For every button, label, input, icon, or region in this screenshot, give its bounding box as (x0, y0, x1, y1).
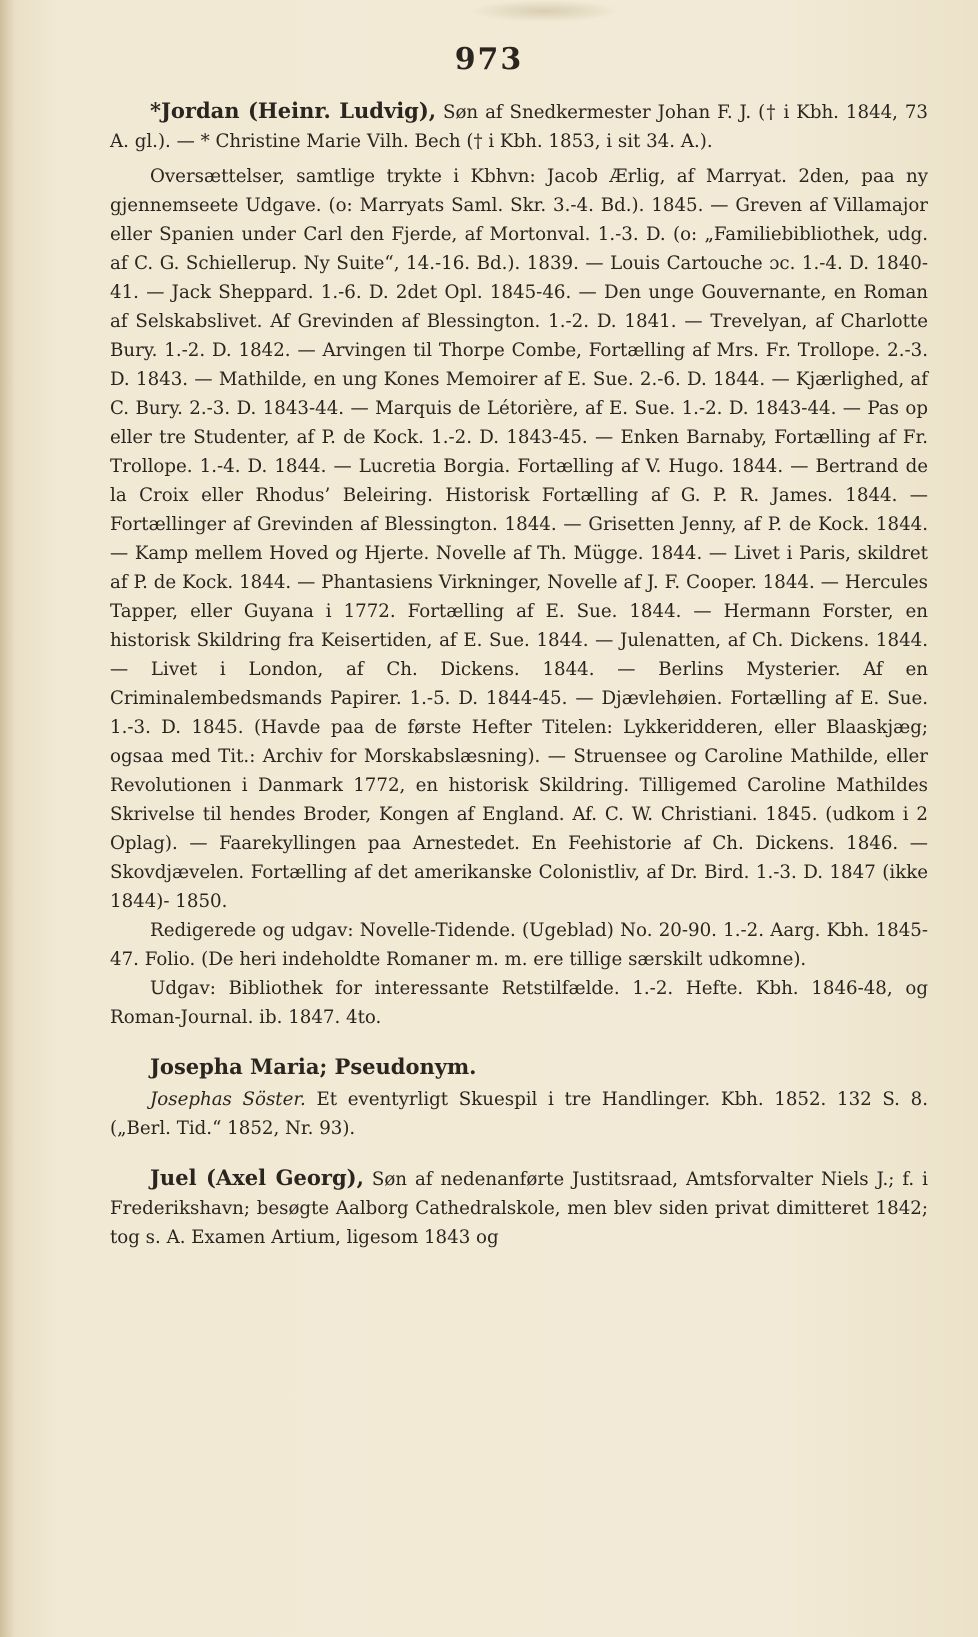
spacer (110, 1143, 928, 1163)
paragraph-translations: Oversættelser, samtlige trykte i Kbhvn: Jacob Ærlig, af Marryat. 2den, paa ny gjennemseete Udgave. (o: Marryats Saml. Skr. 3.-4. Bd.). 1845. — Greven af Villamajor eller Spanien under Carl den Fjerde, af Mortonval. 1.-3. D. (o: „Familiebibliothek, udg. af C. G. Schiellerup. Ny Suite“, 14.-16. Bd.). 1839. — Louis Cartouche ɔc. 1.-4. D. 1840-41. — Jack Sheppard. 1.-6. D. 2det Opl. 1845-46. — Den unge Gouvernante, en Roman af Selskabslivet. Af Grevinden af Blessington. 1.-2. D. 1841. — Trevelyan, af Charlotte Bury. 1.-2. D. 1842. — Arvingen til Thorpe Combe, Fortælling af Mrs. Fr. Trollope. 2.-3. D. 1843. — Mathilde, en ung Kones Memoirer af E. Sue. 2.-6. D. 1844. — Kjærlighed, af C. Bury. 2.-3. D. 1843-44. — Marquis de Létorière, af E. Sue. 1.-2. D. 1843-44. — Pas op eller tre Studenter, af P. de Kock. 1.-2. D. 1843-45. — Enken Barnaby, Fortælling af Fr. Trollope. 1.-4. D. 1844. — Lucretia Borgia. Fortælling af V. Hugo. 1844. — Bertrand de la Croix eller Rhodus’ Beleiring. Historisk Fortælling af G. P. R. James. 1844. — Fortællinger af Grevinden af Blessington. 1844. — Grisetten Jenny, af P. de Kock. 1844. — Kamp mellem Hoved og Hjerte. Novelle af Th. Mügge. 1844. — Livet i Paris, skildret af P. de Kock. 1844. — Phantasiens Virkninger, Novelle af J. F. Cooper. 1844. — Hercules Tapper, eller Guyana i 1772. Fortælling af E. Sue. 1844. — Hermann Forster, en historisk Skildring fra Keisertiden, af E. Sue. 1844. — Julenatten, af Ch. Dickens. 1844. — Livet i London, af Ch. Dickens. 1844. — Berlins Mysterier. Af en Criminalembedsmands Papirer. 1.-5. D. 1844-45. — Djævlehøien. Fortælling af E. Sue. 1.-3. D. 1845. (Havde paa de første Hefter Titelen: Lykkeridderen, eller Blaaskjæg; ogsaa med Tit.: Archiv for Morskabslæsning). — Struensee og Caroline Mathilde, eller Revolutionen i Danmark 1772, en historisk Skildring. Tilligemed Caroline Mathildes Skrivelse til hendes Broder, Kongen af England. Af. C. W. Christiani. 1845. (udkom i 2 Oplag). — Faarekyllingen paa Arnestedet. En Feehistorie af Ch. Dickens. 1846. — Skovdjævelen. Fortælling af det amerikanske Colonistliv, af Dr. Bird. 1.-3. D. 1847 (ikke 1844)- 1850. (110, 166, 928, 912)
entry-text-juel: Søn af nedenanførte Justitsraad, Amtsforvalter Niels J.; f. i Frederikshavn; besøgte Aalborg Cathedralskole, men blev siden privat dimitteret 1842; tog s. A. Examen Artium, ligesom 1843 og (110, 1169, 928, 1248)
paragraph-edited: Redigerede og udgav: Novelle-Tidende. (Ugeblad) No. 20-90. 1.-2. Aarg. Kbh. 1845-47. Folio. (De heri indeholdte Romaner m. m. ere tillige særskilt udkomne). (110, 920, 928, 970)
page-top-shadow (470, 0, 620, 22)
josepha-body: Et eventyrligt Skuespil i tre Handlinger. Kbh. 1852. 132 S. 8. („Berl. Tid.“ 1852, Nr. 93). (110, 1089, 928, 1139)
entry-text-josepha (110, 1085, 928, 1143)
entry-juel (110, 1163, 928, 1252)
page-number: 973 (454, 42, 524, 77)
binding-edge (0, 0, 14, 1637)
spacer (110, 1032, 928, 1052)
josepha-title-italic: Josephas Söster. (150, 1089, 306, 1110)
page-content (110, 96, 928, 1258)
entry-heading-josepha: Josepha Maria; Pseudonym. (150, 1054, 477, 1079)
entry-text-jordan: Søn af Snedkermester Johan F. J. († i Kbh. 1844, 73 A. gl.). — * Christine Marie Vilh. Bech († i Kbh. 1853, i sit 34. A.). (110, 102, 929, 152)
entry-jordan (110, 96, 928, 156)
entry-heading-juel: Juel (Axel Georg), (150, 1165, 364, 1190)
paragraph-published: Udgav: Bibliothek for interessante Retstilfælde. 1.-2. Hefte. Kbh. 1846-48, og Roman-Journal. ib. 1847. 4to. (110, 978, 928, 1028)
entry-heading-jordan: *Jordan (Heinr. Ludvig), (150, 98, 437, 123)
